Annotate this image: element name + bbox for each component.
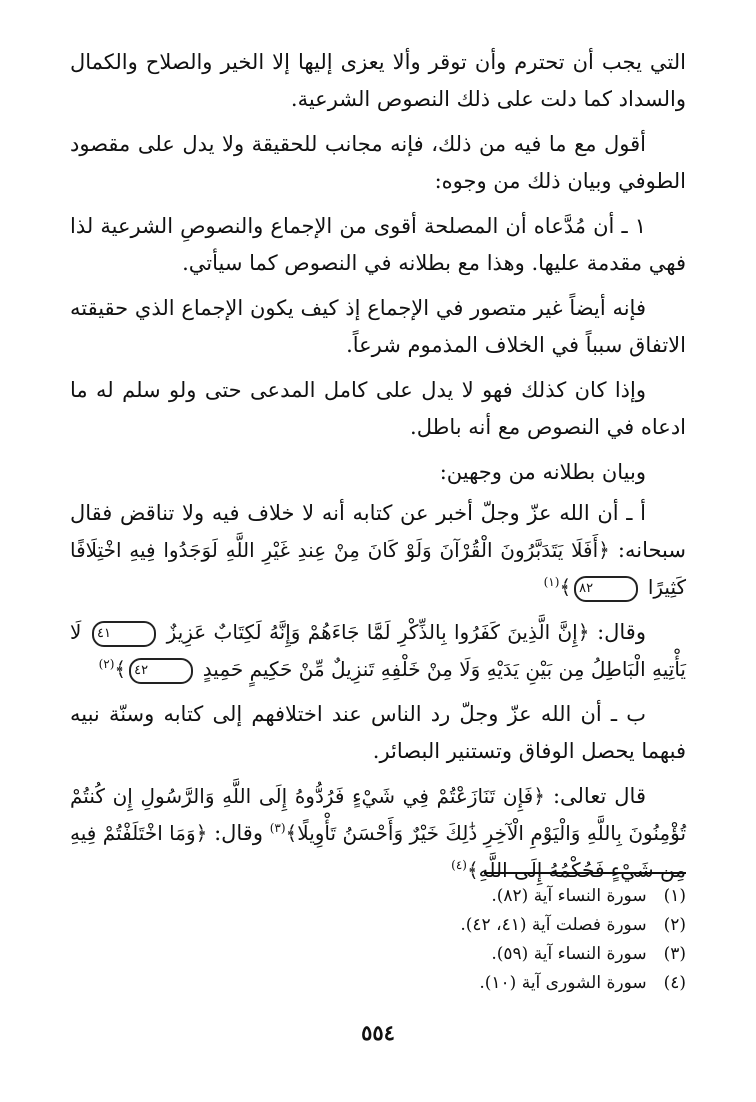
- main-text: [70, 44, 686, 897]
- paragraph-10-mid: وقال:: [207, 821, 270, 845]
- footnote-ref-4[interactable]: (٤): [451, 858, 467, 872]
- paragraph-6: وبيان بطلانه من وجهين:: [439, 460, 646, 484]
- footnote-1: [286, 882, 686, 911]
- quran-close-bracket: ﴾: [559, 575, 572, 599]
- paragraph-1: التي يجب أن تحترم وأن توقر وألا يعزى إليها إلا الخير والصلاح والكمال والسداد كما دلت على ذلك النصوص الشرعية.: [70, 50, 686, 111]
- paragraph-2: أقول مع ما فيه من ذلك، فإنه مجانب للحقيقة ولا يدل على مقصود الطوفي وبيان ذلك من وجوه:: [70, 132, 686, 193]
- footnote-number: (١): [663, 886, 686, 906]
- footnote-number: (٣): [663, 944, 686, 964]
- footnote-3: [286, 940, 686, 969]
- paragraph-9: ب ـ أن الله عزّ وجلّ رد الناس عند اختلافهم إلى كتابه وسنّة نبيه فبهما يحصل الوفاق وتستنير البصائر.: [70, 702, 686, 763]
- paragraph-10-text: قال تعالى:: [544, 784, 646, 808]
- quran-verse-fussilat-42: لَا يَأْتِيهِ الْبَاطِلُ مِن بَيْنِ يَدَيْهِ وَلَا مِنْ خَلْفِهِ تَنزِيلٌ مِّنْ حَكِيمٍ حَمِيدٍ: [70, 620, 686, 681]
- footnote-ref-2[interactable]: (٢): [98, 657, 115, 671]
- paragraph-7-text: أ ـ أن الله عزّ وجلّ أخبر عن كتابه أنه لا خلاف فيه ولا تناقض فقال سبحانه:: [70, 501, 686, 562]
- quran-close-bracket: ﴾: [114, 657, 127, 681]
- quran-verse-nisa-82: ﴿أَفَلَا يَتَدَبَّرُونَ الْقُرْآنَ وَلَوْ كَانَ مِنْ عِندِ غَيْرِ اللَّهِ لَوَجَدُوا فِيهِ اخْتِلَافًا كَثِيرًا: [70, 538, 686, 599]
- page-number: ٥٥٤: [361, 1020, 395, 1045]
- quran-verse-shura-10: ﴿وَمَا اخْتَلَفْتُمْ فِيهِ مِن شَيْءٍ فَحُكْمُهُ إِلَى اللَّهِ﴾: [70, 821, 686, 882]
- ayah-number-marker: ٨٢: [574, 576, 638, 602]
- footnote-divider: [484, 872, 686, 874]
- quran-verse-fussilat-41: ﴿إِنَّ الَّذِينَ كَفَرُوا بِالذِّكْرِ لَمَّا جَاءَهُمْ وَإِنَّهُ لَكِتَابٌ عَزِيزٌ: [166, 620, 590, 644]
- footnote-ref-3[interactable]: (٣): [269, 821, 286, 835]
- footnote-4: [286, 969, 686, 998]
- paragraph-3: ١ ـ أن مُدَّعاه أن المصلحة أقوى من الإجماع والنصوصِ الشرعية لذا فهي مقدمة عليها. وهذا مع بطلانه في النصوص كما سيأتي.: [70, 214, 686, 275]
- quran-verse-nisa-59: ﴿فَإِن تَنَازَعْتُمْ فِي شَيْءٍ فَرُدُّوهُ إِلَى اللَّهِ وَالرَّسُولِ إِن كُنتُمْ تُؤْمِنُونَ بِاللَّهِ وَالْيَوْمِ الْآخِرِ ذَٰلِكَ خَيْرٌ وَأَحْسَنُ تَأْوِيلًا﴾: [70, 784, 687, 845]
- footnote-number: (٢): [663, 915, 686, 935]
- paragraph-8-text: وقال:: [589, 620, 646, 644]
- footnotes: [286, 882, 686, 998]
- ayah-number-marker: ٤٢: [129, 658, 193, 684]
- footnote-text: سورة الشورى آية (١٠).: [479, 973, 647, 993]
- paragraph-7: [70, 495, 686, 606]
- paragraph-4: فإنه أيضاً غير متصور في الإجماع إذ كيف يكون الإجماع الذي حقيقته الاتفاق سبباً في الخلاف المذموم شرعاً.: [70, 296, 686, 357]
- footnote-number: (٤): [663, 973, 686, 993]
- paragraph-5: وإذا كان كذلك فهو لا يدل على كامل المدعى حتى ولو سلم له ما ادعاه في النصوص مع أنه باطل.: [70, 378, 686, 439]
- footnote-text: سورة النساء آية (٨٢).: [491, 886, 647, 906]
- footnote-2: [286, 911, 686, 940]
- footnote-text: سورة النساء آية (٥٩).: [491, 944, 647, 964]
- ayah-number-marker: ٤١: [92, 621, 156, 647]
- footnote-text: سورة فصلت آية (٤١، ٤٢).: [460, 915, 647, 935]
- paragraph-8: [70, 614, 686, 688]
- footnote-ref-1[interactable]: (١): [543, 575, 560, 589]
